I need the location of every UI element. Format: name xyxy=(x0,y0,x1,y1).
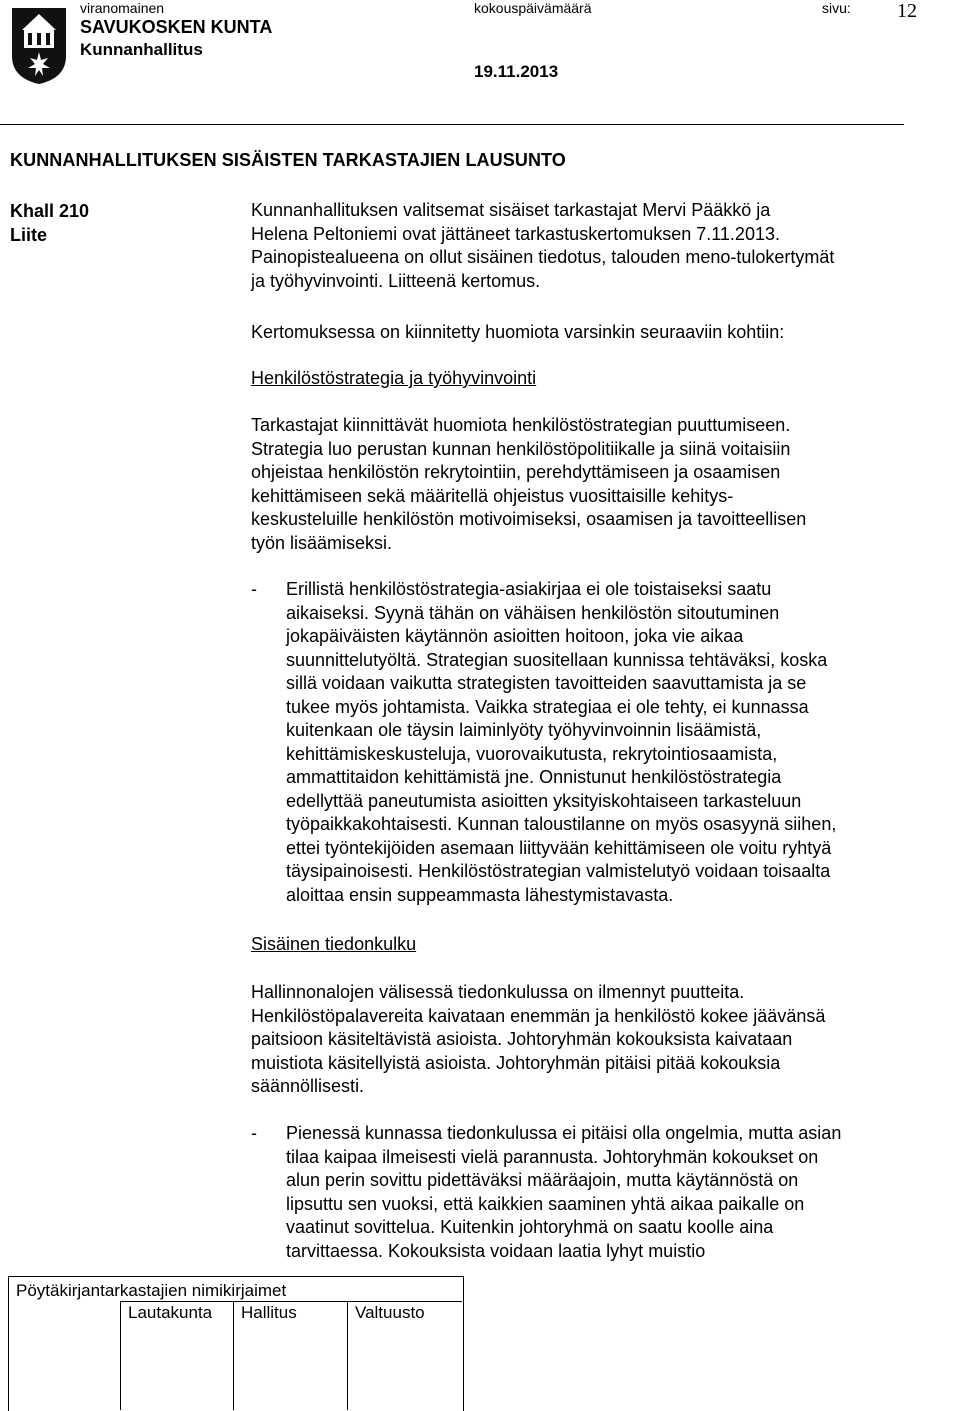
text-line: ja työhyvinvointi. Liitteenä kertomus. xyxy=(251,270,541,291)
text-line: työpaikkakohtaisesti. Kunnan taloustilanne on myös osasyynä siihen, xyxy=(286,814,837,834)
text-line: ohjeistaa henkilöstön rekrytointiin, perehdyttämiseen ja osaamisen xyxy=(251,462,781,482)
text-line: aikaiseksi. Syynä tähän on vähäisen henkilöstön sitoutuminen xyxy=(286,602,780,623)
signature-column-executive: Hallitus xyxy=(241,1303,297,1322)
list-dash: - xyxy=(251,579,257,599)
text-line: säännöllisesti. xyxy=(251,1076,365,1096)
heading-internal-communication: Sisäinen tiedonkulku xyxy=(251,934,417,954)
text-line: tukee myös johtamista. Vaikka strategiaa ei ole tehty, ei kunnassa xyxy=(286,696,809,717)
hr-paragraph xyxy=(251,414,931,555)
text-line: Henkilöstöpalavereita kaivataan enemmän ja henkilöstö kokee jäävänsä xyxy=(251,1005,826,1026)
page-number: 12 xyxy=(897,0,917,22)
text-line: Kunnanhallituksen valitsemat sisäiset tarkastajat Mervi Pääkkö ja xyxy=(251,200,771,220)
header-label-page: sivu: xyxy=(822,0,851,16)
header-divider xyxy=(0,124,904,125)
section-reference: Khall 210 xyxy=(10,201,90,221)
text-line: muistiota käsitellyistä asioista. Johtoryhmän pitäisi pitää kokouksia xyxy=(251,1052,781,1073)
municipal-coat-of-arms-icon xyxy=(10,6,68,86)
text-line: Pienessä kunnassa tiedonkulussa ei pitäisi olla ongelmia, mutta asian xyxy=(286,1123,842,1143)
text-line: Tarkastajat kiinnittävät huomiota henkilöstöstrategian puuttumiseen. xyxy=(251,415,791,435)
authority-name: Kunnanhallitus xyxy=(80,40,203,59)
heading-hr-strategy: Henkilöstöstrategia ja työhyvinvointi xyxy=(251,368,537,388)
signature-column-divider xyxy=(233,1301,234,1410)
signature-box-title: Pöytäkirjantarkastajien nimikirjaimet xyxy=(16,1281,287,1300)
focus-sentence: Kertomuksessa on kiinnitetty huomiota varsinkin seuraaviin kohtiin: xyxy=(251,322,785,342)
text-line: tarvittaessa. Kokouksista voidaan laatia lyhyt muistio xyxy=(286,1240,706,1261)
hr-list-item xyxy=(286,578,926,907)
intro-paragraph xyxy=(251,199,931,293)
text-line: sillä voidaan vaikutta strategisten tavoitteiden saavuttamista ja se xyxy=(286,673,807,693)
text-line: paitsioon käsiteltävistä asioista. Johtoryhmän kokouksista kaivataan xyxy=(251,1029,793,1049)
communication-list-item xyxy=(286,1122,926,1263)
text-line: vaatinut sovittelua. Kuitenkin johtoryhmä on saatu koolle aina xyxy=(286,1217,774,1237)
text-line: täysipainoisesti. Henkilöstöstrategian valmistelutyö voidaan toisaalta xyxy=(286,861,831,881)
text-line: Hallinnonalojen välisessä tiedonkulussa on ilmennyt puutteita. xyxy=(251,982,745,1002)
meeting-date: 19.11.2013 xyxy=(474,62,559,81)
text-line: suunnittelutyöltä. Strategian suositellaan kunnissa tehtäväksi, koska xyxy=(286,649,828,670)
text-line: lipsuttu sen vuoksi, että kaikkien saaminen yhtä aikaa paikalle on xyxy=(286,1193,805,1214)
text-line: työn lisäämiseksi. xyxy=(251,532,393,553)
signature-column-divider xyxy=(347,1301,348,1410)
text-line: alun perin sovittu pidettäväksi määräajoin, mutta käytännöstä on xyxy=(286,1170,799,1190)
text-line: aloittaa ensin suppeammasta lähestymistavasta. xyxy=(286,884,674,905)
signature-column-board: Lautakunta xyxy=(128,1303,213,1322)
text-line: ammattitaidon kehittämistä jne. Onnistunut henkilöstöstrategia xyxy=(286,767,782,787)
text-line: keskusteluille henkilöstön motivoimiseksi, osaamisen ja tavoitteellisen xyxy=(251,509,807,529)
communication-paragraph xyxy=(251,981,931,1099)
signature-column-council: Valtuusto xyxy=(355,1303,425,1322)
text-line: jokapäiväisten käytännön asioitten hoitoon, joka vie aikaa xyxy=(286,626,744,646)
text-line: kehittämiskeskusteluja, vuorovaikutusta, rekrytointiosaamista, xyxy=(286,743,778,764)
header-label-meeting-date: kokouspäivämäärä xyxy=(474,0,592,16)
text-line: Helena Peltoniemi ovat jättäneet tarkastuskertomuksen 7.11.2013. xyxy=(251,223,780,244)
text-line: tilaa kaipaa ilmeisesti vielä parannusta. Johtoryhmän kokoukset on xyxy=(286,1146,819,1167)
text-line: kehittämiseen sekä määritellä ohjeistus vuosittaisille kehitys- xyxy=(251,485,734,506)
text-line: Erillistä henkilöstöstrategia-asiakirjaa ei ole toistaiseksi saatu xyxy=(286,579,772,599)
header-label-authority: viranomainen xyxy=(80,0,165,16)
text-line: Strategia luo perustan kunnan henkilöstöpolitiikalle ja siinä voitaisiin xyxy=(251,438,791,459)
signature-row-divider xyxy=(120,1301,462,1302)
document-title: KUNNANHALLITUKSEN SISÄISTEN TARKASTAJIEN LAUSUNTO xyxy=(10,150,566,170)
text-line: ettei työntekijöiden asemaan liittyvään kehittämiseen ole voitu ryhtyä xyxy=(286,837,832,858)
text-line: Painopistealueena on ollut sisäinen tiedotus, talouden meno-tulokertymät xyxy=(251,247,835,267)
signature-column-divider xyxy=(120,1301,121,1410)
organization-name: SAVUKOSKEN KUNTA xyxy=(80,17,273,37)
attachment-label: Liite xyxy=(10,225,48,245)
list-dash: - xyxy=(251,1123,257,1143)
text-line: edellyttää paneutumista asioitten yksityiskohtaiseen tarkasteluun xyxy=(286,790,802,811)
text-line: kuitenkaan ole täysin laiminlyöty työhyvinvoinnin lisäämistä, xyxy=(286,720,762,740)
